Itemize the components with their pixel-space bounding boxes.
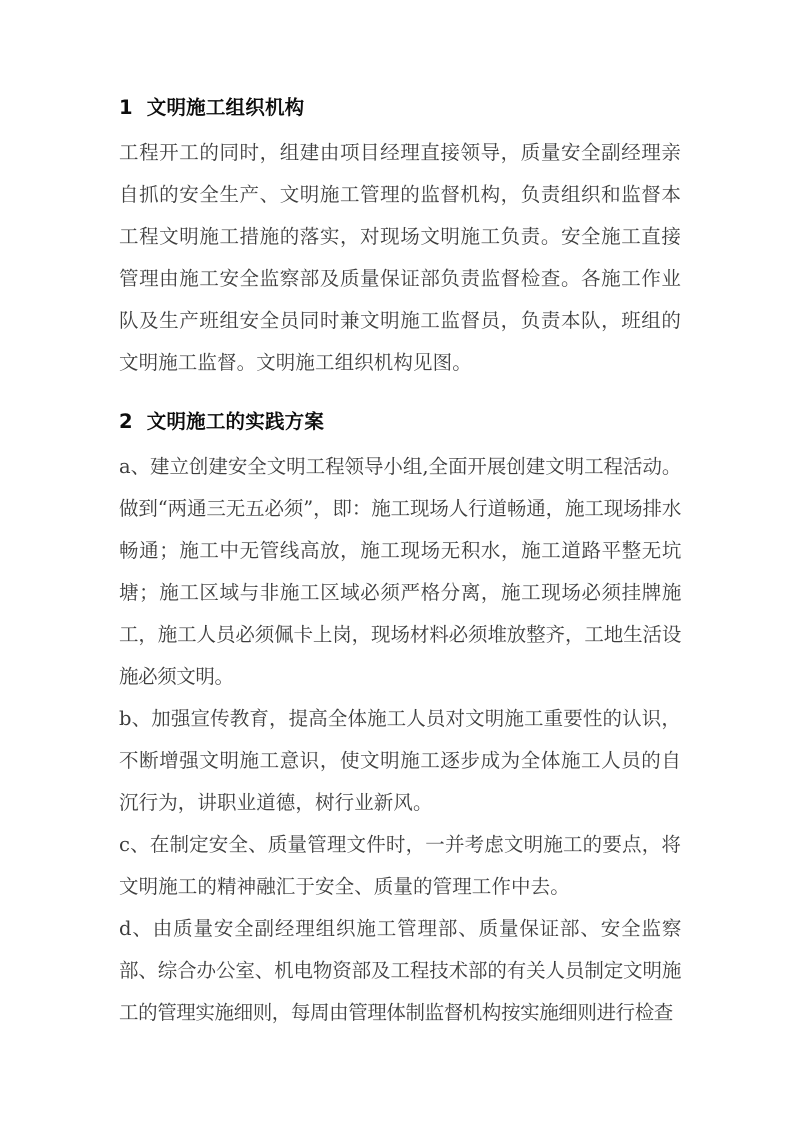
section-2-paragraph-a: a、建立创建安全文明工程领导小组,全面开展创建文明工程活动。做到“两通三无五必须”，即：施工现场人行道畅通，施工现场排水畅通；施工中无管线高放，施工现场无积水，施工道路平整无坑塘；施工区域与非施工区域必须严格分离，施工现场必须挂牌施工，施工人员必须佩卡上岗，现场材料必须堆放整齐，工地生活设施必须文明。	[119, 455, 681, 688]
section-heading-1: 1 文明施工组织机构	[119, 96, 305, 119]
section-heading-2: 2 文明施工的实践方案	[119, 410, 325, 433]
section-1-paragraph-1: 工程开工的同时，组建由项目经理直接领导，质量安全副经理亲自抓的安全生产、文明施工管理的监督机构，负责组织和监督本工程文明施工措施的落实，对现场文明施工负责。安全施工直接管理由施工安全监察部及质量保证部负责监督检查。各施工作业队及生产班组安全员同时兼文明施工监督员，负责本队，班组的文明施工监督。文明施工组织机构见图。	[119, 141, 681, 374]
section-spacer	[119, 384, 681, 386]
section-2-paragraph-b: b、加强宣传教育，提高全体施工人员对文明施工重要性的认识，不断增强文明施工意识，使文明施工逐步成为全体施工人员的自沉行为，讲职业道德，树行业新风。	[119, 707, 681, 814]
document-content	[119, 94, 681, 1034]
section-2-paragraph-c: c、在制定安全、质量管理文件时，一并考虑文明施工的要点，将文明施工的精神融汇于安全、质量的管理工作中去。	[119, 833, 681, 898]
section-2-paragraph-d: d、由质量安全副经理组织施工管理部、质量保证部、安全监察部、综合办公室、机电物资部及工程技术部的有关人员制定文明施工的管理实施细则，每周由管理体制监督机构按实施细则进行检查	[119, 917, 681, 1024]
